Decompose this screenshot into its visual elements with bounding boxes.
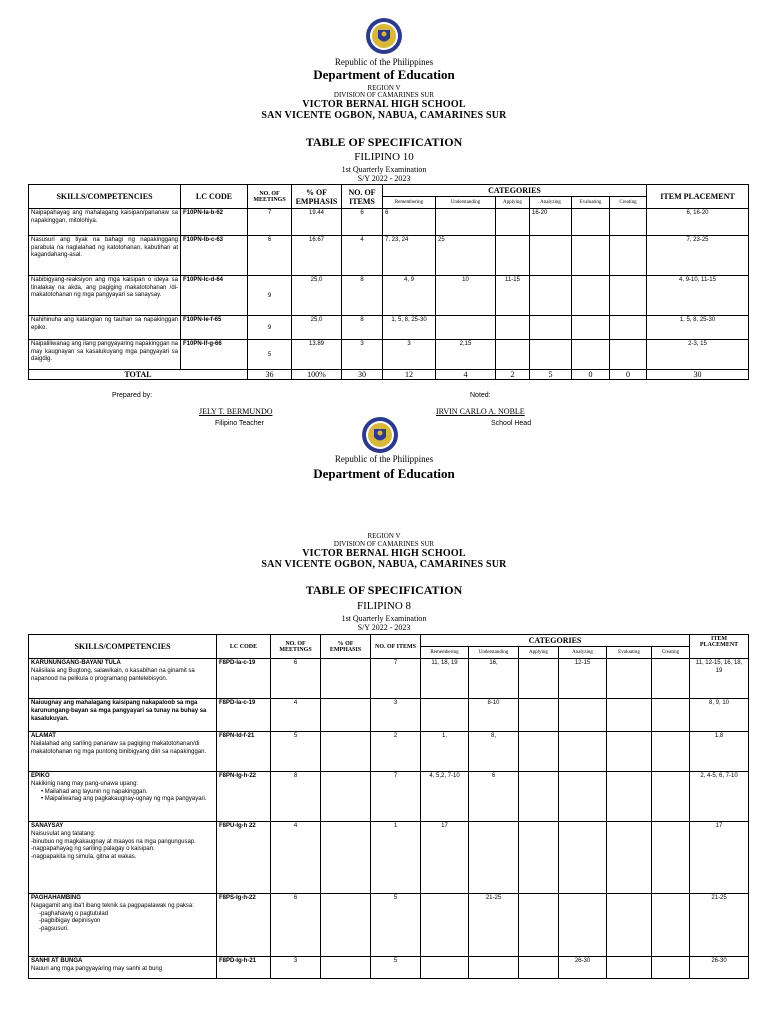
cat-cell [652,894,690,957]
total-meetings: 36 [248,370,292,380]
cat-cell: 12-15 [559,659,607,699]
cat-cell [559,772,607,822]
placement-cell: 8, 9, 10 [690,699,749,732]
cat-cell [530,316,572,340]
emphasis-cell: 19.44 [292,209,342,236]
cat-evaluating: Evaluating [607,647,652,659]
lc-code-cell: F8PD-Ia-c-19 [217,699,271,732]
skill-cell [29,957,217,979]
total-row [29,370,749,380]
emphasis-cell [321,659,371,699]
table-row [29,894,749,957]
lc-code-cell: F10PN-Ia-b-62 [181,209,248,236]
total-placement: 30 [647,370,749,380]
cat-remembering: Remembering [421,647,469,659]
cat-evaluating: Evaluating [572,197,610,209]
cat-cell [572,276,610,316]
cat-cell [530,236,572,276]
emphasis-cell [321,772,371,822]
cat-cell [496,340,530,370]
emphasis-cell: 13.89 [292,340,342,370]
meetings-cell: 5 [271,732,321,772]
cat-creating: Creating [610,197,647,209]
placement-cell: 2-3, 15 [647,340,749,370]
lc-code-cell: F10PN-Ib-c-63 [181,236,248,276]
cat-cell [469,957,519,979]
meetings-cell: 6 [271,894,321,957]
total-cat: 5 [530,370,572,380]
cat-cell: 4, 5,2, 7-10 [421,772,469,822]
skill-cell [29,772,217,822]
subject-label: FILIPINO 10 [354,151,414,163]
col-lc-code: LC CODE [217,635,271,659]
table-row [29,659,749,699]
cat-cell [496,209,530,236]
cat-cell: 2,15 [436,340,496,370]
lc-code-cell: F10PN-If-g-66 [181,340,248,370]
skill-cell [29,732,217,772]
cat-cell [607,894,652,957]
cat-cell: 11, 18, 19 [421,659,469,699]
tos-table-filipino-8 [28,634,749,979]
items-cell: 4 [342,236,383,276]
meetings-cell: 9 [248,276,292,316]
cat-cell [519,822,559,894]
skill-line: -nagpapahayag ng sariling palagay o kaisipan. [31,846,155,853]
skill-cell: Nasusuri ang tiyak na bahagi ng napakinggang parabula na naglalahad ng katotohanan, kabutihan at kagandahang-asal. [29,236,181,276]
total-label: TOTAL [29,370,248,380]
skill-line: Nailalahad ang sariling pananaw sa pagiging makatotohanan/di makatotohanan ng mga puntong binibigyang diin sa napakinggan. [31,740,207,755]
cat-cell [519,659,559,699]
exam-label: 1st Quarterly Examination [341,614,427,623]
emphasis-cell [321,732,371,772]
subject-label: FILIPINO 8 [356,600,412,612]
total-cat: 2 [496,370,530,380]
meetings-cell: 4 [271,822,321,894]
cat-understanding: Understanding [436,197,496,209]
cat-cell [421,894,469,957]
col-placement: ITEM PLACEMENT [647,185,749,209]
cat-cell [610,236,647,276]
meetings-cell: 6 [271,659,321,699]
republic-label: Republic of the Philippines [334,57,434,67]
skill-line: -paghahawig o pagtutulad [39,910,109,917]
cat-cell [421,699,469,732]
deped-seal-icon [361,416,399,454]
skill-line: Nauuri ang mga pangyayaring may sanhi at bung [31,965,163,972]
department-title: Department of Education [313,67,455,82]
cat-cell [519,699,559,732]
lc-code-cell: F8PN-Id-f-21 [217,732,271,772]
cat-cell [530,340,572,370]
cat-cell [496,316,530,340]
region-label: REGION V [367,84,401,92]
placement-cell: 1,8 [690,732,749,772]
division-label: DIVISION OF CAMARINES SUR [333,540,435,548]
placement-cell: 11, 12-15, 16, 18, 19 [690,659,749,699]
skill-line: -pagbibigay depinisyon [39,918,101,925]
col-skills: SKILLS/COMPETENCIES [29,185,181,209]
col-items: NO. OF ITEMS [371,635,421,659]
cat-cell: 16, [469,659,519,699]
table-row [29,699,749,732]
meetings-cell: 9 [248,316,292,340]
emphasis-cell [321,822,371,894]
skill-heading: Naiuugnay ang mahalagang kaisipang nakapaloob sa mga karunungang-bayan sa mga pangyayari sa tunay na buhay sa kasalukuyan. [31,700,207,722]
cat-cell [607,699,652,732]
cat-cell [436,209,496,236]
col-items: NO. OF ITEMS [342,185,383,209]
col-categories: CATEGORIES [383,185,647,197]
col-meetings: NO. OF MEETINGS [248,185,292,209]
region-label: REGION V [367,532,401,540]
tos-table-filipino-10 [28,184,749,380]
cat-cell [607,772,652,822]
skill-line: Naiisilaia ang Bugtong, salawikain, o kasabihan na ginamit sa napanood na pelikula o programang pantelebisyon. [31,667,195,682]
meetings-cell: 3 [271,957,321,979]
items-cell: 2 [371,732,421,772]
placement-cell: 1, 5, 8, 25-30 [647,316,749,340]
col-emphasis: % OF EMPHASIS [321,635,371,659]
items-cell: 8 [342,276,383,316]
total-cat: 4 [436,370,496,380]
skill-heading: SANHI AT BUNGA [31,958,83,964]
items-cell: 7 [371,772,421,822]
cat-cell [572,236,610,276]
items-cell: 3 [371,699,421,732]
cat-cell: 16-20 [530,209,572,236]
cat-cell [572,340,610,370]
col-categories: CATEGORIES [421,635,690,647]
school-address: SAN VICENTE OGBON, NABUA, CAMARINES SUR [261,110,507,121]
cat-cell [519,957,559,979]
cat-cell: 8, [469,732,519,772]
table-row [29,276,749,316]
cat-cell [436,316,496,340]
meetings-cell: 5 [248,340,292,370]
skill-cell: Nabibigyang-reaksiyon ang mga kaisipan o ideya sa tinalakay na akda, ang pagiging makatotohanan /di-makatotohanan ng mga pangyayari sa sanaysay. [29,276,181,316]
division-label: DIVISION OF CAMARINES SUR [333,91,435,99]
cat-cell [652,772,690,822]
cat-cell: 11-15 [496,276,530,316]
cat-cell [469,822,519,894]
skill-line: -binubuo ng magkakaugnay at maayos na mga pangungusap. [31,838,196,845]
cat-cell [610,276,647,316]
cat-cell [652,957,690,979]
total-cat: 0 [610,370,647,380]
school-year-label: S/Y 2022 - 2023 [357,623,411,632]
head-role: School Head [491,420,532,427]
emphasis-cell [321,957,371,979]
skill-line: -pagsusuri. [39,926,69,933]
placement-cell: 2, 4-5, 6, 7-10 [690,772,749,822]
cat-creating: Creating [652,647,690,659]
items-cell: 5 [371,894,421,957]
cat-cell: 6 [469,772,519,822]
table-row [29,957,749,979]
cat-cell [572,316,610,340]
total-items: 30 [342,370,383,380]
cat-cell [559,732,607,772]
table-row [29,340,749,370]
cat-cell [652,659,690,699]
emphasis-cell: 25.0 [292,316,342,340]
emphasis-cell [321,894,371,957]
cat-cell [610,209,647,236]
skill-heading: KARUNUNGANG-BAYAN/ TULA [31,660,121,666]
cat-cell [610,316,647,340]
skill-line: • Mailahad ang layunin ng napakinggan. [41,788,148,795]
department-title: Department of Education [313,466,455,481]
skill-cell [29,659,217,699]
cat-cell: 25 [436,236,496,276]
cat-cell [519,772,559,822]
cat-cell: 3 [383,340,436,370]
items-cell: 8 [342,316,383,340]
cat-cell [572,209,610,236]
cat-cell [559,699,607,732]
cat-analyzing: Analyzing [530,197,572,209]
lc-code-cell: F8PD-Ia-c-19 [217,659,271,699]
skill-line: • Maipaliwanag ang pagkakaugnay-ugnay ng mga pangyayari. [41,796,207,803]
skill-heading: EPIKO [31,773,50,779]
school-name: VICTOR BERNAL HIGH SCHOOL [302,99,466,110]
skill-cell [29,822,217,894]
emphasis-cell: 16.67 [292,236,342,276]
cat-cell [421,957,469,979]
skill-cell [29,699,217,732]
cat-remembering: Remembering [383,197,436,209]
table-row [29,209,749,236]
total-cat: 0 [572,370,610,380]
skill-line: Nagagamit ang iba't ibang teknik sa pagpapalawak ng paksa: [31,902,194,909]
deped-seal-icon [365,17,403,55]
col-lc-code: LC CODE [181,185,248,209]
cat-cell [607,957,652,979]
col-placement: ITEM PLACEMENT [690,635,749,659]
lc-code-cell: F8PU-Ig-h 22 [217,822,271,894]
republic-label: Republic of the Philippines [334,454,434,464]
table-row [29,822,749,894]
cat-cell [519,894,559,957]
items-cell: 5 [371,957,421,979]
preparer-role: Filipino Teacher [215,420,264,427]
meetings-cell: 4 [271,699,321,732]
cat-cell: 10 [436,276,496,316]
noted-label: Noted: [470,392,491,399]
table-row [29,732,749,772]
cat-cell [559,822,607,894]
cat-cell [610,340,647,370]
placement-cell: 21-25 [690,894,749,957]
table-row [29,236,749,276]
school-year-label: S/Y 2022 - 2023 [357,174,411,183]
cat-cell: 7, 23, 24 [383,236,436,276]
preparer-name: JELY T. BERMUNDO [199,407,273,416]
cat-cell [607,732,652,772]
cat-cell: 1, 5, 8, 25-30 [383,316,436,340]
placement-cell: 26-30 [690,957,749,979]
table-row [29,316,749,340]
cat-cell: 26-30 [559,957,607,979]
table-row [29,772,749,822]
cat-cell: 21-25 [469,894,519,957]
items-cell: 3 [342,340,383,370]
cat-cell [496,236,530,276]
skill-line: Nakikinig nang may pang-unawa upang: [31,780,139,787]
lc-code-cell: F10PN-Ie-f-65 [181,316,248,340]
cat-applying: Applying [519,647,559,659]
skill-line: -nagpapakita ng simula, gitna at wakas. [31,854,137,861]
cat-cell [559,894,607,957]
skill-heading: SANAYSAY [31,823,64,829]
cat-cell: 4, 9 [383,276,436,316]
skill-cell: Nahihinuha ang katangian ng tauhan sa napakinggan epiko. [29,316,181,340]
meetings-cell: 8 [271,772,321,822]
skill-cell [29,894,217,957]
cat-cell: 8-10 [469,699,519,732]
meetings-cell: 6 [248,236,292,276]
skill-heading: ALAMAT [31,733,56,739]
cat-cell: 17 [421,822,469,894]
placement-cell: 17 [690,822,749,894]
cat-cell [652,699,690,732]
school-name: VICTOR BERNAL HIGH SCHOOL [302,548,466,559]
lc-code-cell: F10PN-Ic-d-64 [181,276,248,316]
placement-cell: 6, 16-20 [647,209,749,236]
items-cell: 1 [371,822,421,894]
lc-code-cell: F8PN-Ig-h-22 [217,772,271,822]
head-name: IRVIN CARLO A. NOBLE [436,407,525,416]
cat-cell: 1, [421,732,469,772]
items-cell: 7 [371,659,421,699]
tos-title: TABLE OF SPECIFICATION [305,583,463,597]
skill-cell: Naipaliliwanag ang ilang pangyayaring napakinggan na may kaugnayan sa kasalukuyang mga pangyayari sa daigdig. [29,340,181,370]
exam-label: 1st Quarterly Examination [341,165,427,174]
cat-cell [652,822,690,894]
lc-code-cell: F8PD-Ig-h-21 [217,957,271,979]
cat-analyzing: Analyzing [559,647,607,659]
col-emphasis: % OF EMPHASIS [292,185,342,209]
tos-title: TABLE OF SPECIFICATION [305,135,463,149]
placement-cell: 4, 9-10, 11-15 [647,276,749,316]
total-emphasis: 100% [292,370,342,380]
cat-cell [519,732,559,772]
cat-cell [652,732,690,772]
cat-cell: 6 [383,209,436,236]
cat-cell [607,659,652,699]
placement-cell: 7, 23-25 [647,236,749,276]
cat-cell [607,822,652,894]
emphasis-cell: 25.0 [292,276,342,316]
cat-cell [530,276,572,316]
prepared-by-label: Prepared by: [112,392,153,399]
meetings-cell: 7 [248,209,292,236]
col-meetings: NO. OF MEETINGS [271,635,321,659]
cat-understanding: Understanding [469,647,519,659]
cat-applying: Applying [496,197,530,209]
school-address: SAN VICENTE OGBON, NABUA, CAMARINES SUR [261,559,507,570]
col-skills: SKILLS/COMPETENCIES [29,635,217,659]
items-cell: 6 [342,209,383,236]
total-cat: 12 [383,370,436,380]
emphasis-cell [321,699,371,732]
lc-code-cell: F8PS-Ig-h-22 [217,894,271,957]
skill-heading: PAGHAHAMBING [31,895,81,901]
skill-line: Naisusulat ang talatang: [31,830,96,837]
skill-cell: Naipapahayag ang mahalagang kaisipan/pananaw sa napakinggan, mitolohiya. [29,209,181,236]
